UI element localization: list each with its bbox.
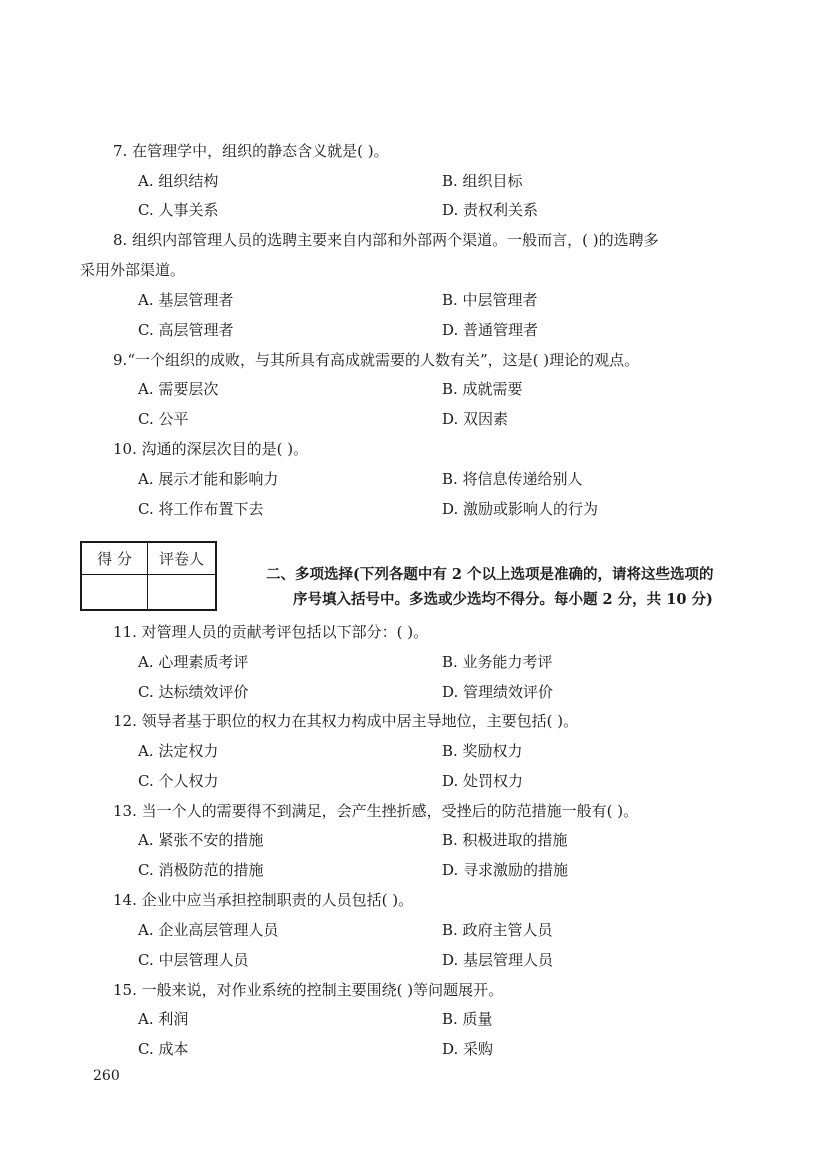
reviewer-label: 评卷人 — [148, 542, 217, 575]
q14-option-b: B. 政府主管人员 — [442, 921, 553, 939]
q12-option-d: D. 处罚权力 — [442, 772, 524, 790]
q8-option-c: C. 高层管理者 — [138, 321, 234, 339]
question-7: 7. 在管理学中，组织的静态含义就是( )。 — [113, 142, 389, 160]
q7-option-d: D. 责权利关系 — [442, 201, 539, 219]
q8-option-b: B. 中层管理者 — [442, 291, 538, 309]
q13-option-b: B. 积极进取的措施 — [442, 831, 568, 849]
q13-option-a: A. 紧张不安的措施 — [138, 831, 264, 849]
q9-option-a: A. 需要层次 — [138, 380, 219, 398]
q7-option-c: C. 人事关系 — [138, 201, 219, 219]
score-box — [80, 541, 217, 611]
question-15: 15. 一般来说，对作业系统的控制主要围绕( )等问题展开。 — [113, 981, 504, 999]
q15-option-a: A. 利润 — [138, 1010, 189, 1028]
q15-option-b: B. 质量 — [442, 1010, 493, 1028]
question-10: 10. 沟通的深层次目的是( )。 — [113, 440, 309, 458]
q14-option-d: D. 基层管理人员 — [442, 951, 554, 969]
q7-option-a: A. 组织结构 — [138, 172, 219, 190]
question-9: 9.“一个组织的成败，与其所具有高成就需要的人数有关”，这是( )理论的观点。 — [113, 351, 640, 369]
q12-option-c: C. 个人权力 — [138, 772, 219, 790]
q11-option-c: C. 达标绩效评价 — [138, 683, 249, 701]
q9-option-b: B. 成就需要 — [442, 380, 523, 398]
question-11: 11. 对管理人员的贡献考评包括以下部分：( )。 — [113, 623, 429, 641]
question-14: 14. 企业中应当承担控制职责的人员包括( )。 — [113, 891, 414, 909]
q10-option-a: A. 展示才能和影响力 — [138, 470, 279, 488]
q13-option-c: C. 消极防范的措施 — [138, 861, 264, 879]
reviewer-cell[interactable] — [148, 575, 217, 611]
q15-option-c: C. 成本 — [138, 1040, 189, 1058]
q10-option-c: C. 将工作布置下去 — [138, 500, 264, 518]
q9-option-d: D. 双因素 — [442, 410, 509, 428]
q8-option-a: A. 基层管理者 — [138, 291, 234, 309]
q11-option-d: D. 管理绩效评价 — [442, 683, 554, 701]
q11-option-b: B. 业务能力考评 — [442, 653, 553, 671]
q15-option-d: D. 采购 — [442, 1040, 494, 1058]
question-8: 8. 组织内部管理人员的选聘主要来自内部和外部两个渠道。一般而言，( )的选聘多 — [113, 231, 659, 249]
score-cell[interactable] — [81, 575, 148, 611]
q12-option-a: A. 法定权力 — [138, 742, 219, 760]
q8-option-d: D. 普通管理者 — [442, 321, 539, 339]
question-13: 13. 当一个人的需要得不到满足，会产生挫折感，受挫后的防范措施一般有( )。 — [113, 802, 639, 820]
q14-option-c: C. 中层管理人员 — [138, 951, 249, 969]
q11-option-a: A. 心理素质考评 — [138, 653, 249, 671]
score-label: 得 分 — [81, 542, 148, 575]
q10-option-b: B. 将信息传递给别人 — [442, 470, 583, 488]
q7-option-b: B. 组织目标 — [442, 172, 523, 190]
question-12: 12. 领导者基于职位的权力在其权力构成中居主导地位，主要包括( )。 — [113, 712, 579, 730]
question-8-continued: 采用外部渠道。 — [80, 261, 186, 279]
q14-option-a: A. 企业高层管理人员 — [138, 921, 279, 939]
section-2-heading: 二、多项选择(下列各题中有 2 个以上选项是准确的，请将这些选项的 — [266, 566, 714, 583]
section-2-instructions: 序号填入括号中。多选或少选均不得分。每小题 2 分，共 10 分) — [293, 591, 713, 608]
page-number: 260 — [93, 1068, 120, 1084]
q13-option-d: D. 寻求激励的措施 — [442, 861, 569, 879]
q9-option-c: C. 公平 — [138, 410, 189, 428]
q12-option-b: B. 奖励权力 — [442, 742, 523, 760]
q10-option-d: D. 激励或影响人的行为 — [442, 500, 599, 518]
